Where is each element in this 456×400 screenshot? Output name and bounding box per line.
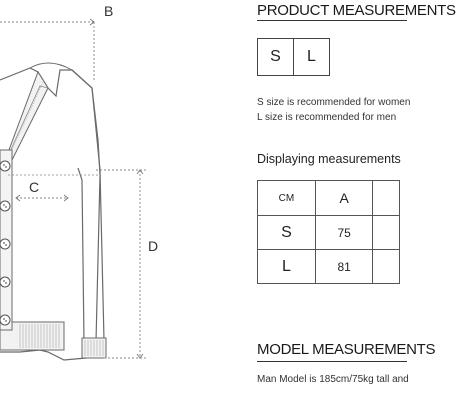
- size-label: L: [307, 48, 316, 65]
- table-cell: S: [258, 216, 316, 250]
- table-cell: L: [258, 250, 316, 284]
- button: [0, 201, 10, 211]
- cardigan-outline: [0, 68, 100, 360]
- product-measurements-title: PRODUCT MEASUREMENTS: [257, 2, 456, 19]
- table-cell: [373, 250, 400, 284]
- collar-back: [30, 63, 72, 70]
- size-option-s[interactable]: [257, 38, 294, 76]
- model-measurements-title: MODEL MEASUREMENTS: [257, 341, 436, 358]
- table-header-cell: CM: [258, 181, 316, 216]
- divider: [257, 361, 407, 362]
- button: [0, 315, 10, 325]
- table-cell: [373, 216, 400, 250]
- size-option-l[interactable]: [293, 38, 330, 76]
- size-note-women: S size is recommended for women: [257, 97, 411, 108]
- label-b: B: [104, 3, 114, 19]
- table-row: [258, 250, 400, 284]
- table-row: [258, 216, 400, 250]
- label-d: D: [148, 238, 159, 254]
- button: [0, 239, 10, 249]
- model-info-text: Man Model is 185cm/75kg tall and: [257, 374, 409, 385]
- measurement-table: [257, 180, 400, 284]
- label-c: C: [29, 179, 40, 195]
- table-header-row: [258, 181, 400, 216]
- size-note-men: L size is recommended for men: [257, 112, 397, 123]
- size-label: S: [270, 48, 281, 65]
- table-header-cell: A: [315, 181, 373, 216]
- table-header-cell: [373, 181, 400, 216]
- displaying-measurements-heading: Displaying measurements: [257, 152, 401, 166]
- button: [0, 161, 10, 171]
- table-cell: 81: [315, 250, 373, 284]
- table-cell: 75: [315, 216, 373, 250]
- button: [0, 277, 10, 287]
- divider: [257, 20, 407, 21]
